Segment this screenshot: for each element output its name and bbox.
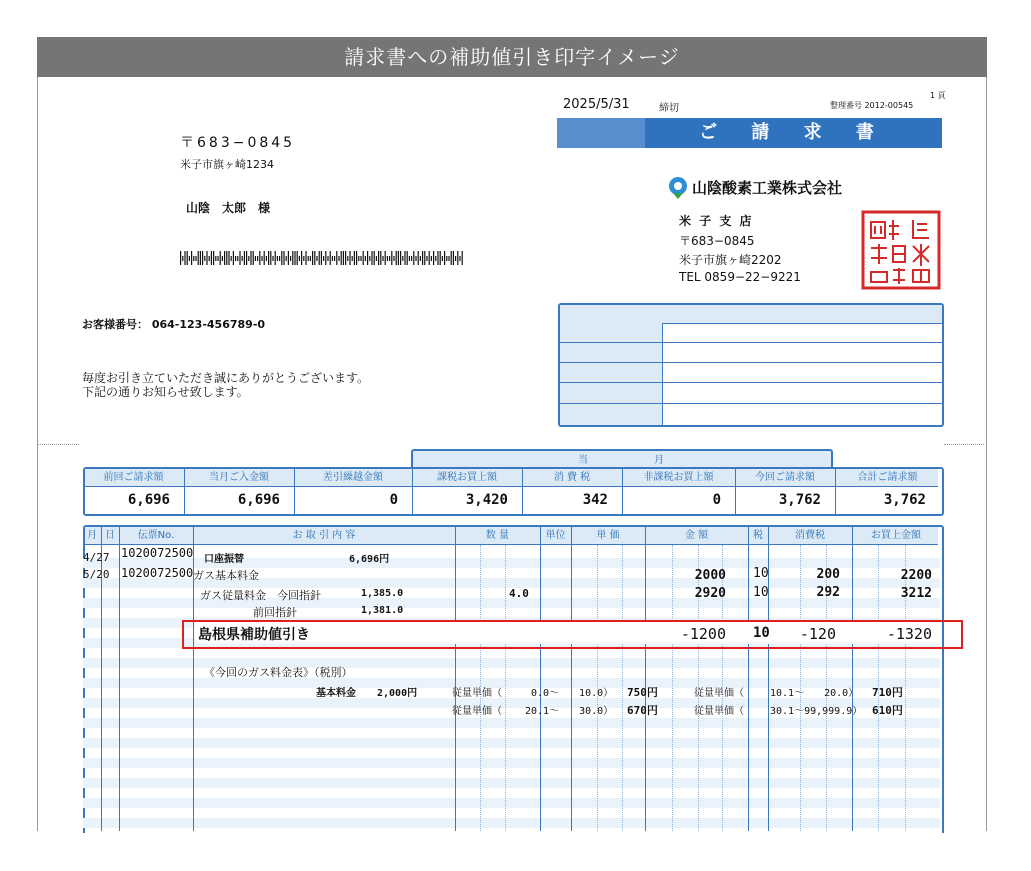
barcode-bar	[193, 256, 194, 261]
summary-value-8: 3,762	[883, 492, 926, 508]
barcode-bar	[275, 251, 276, 265]
barcode-bar	[426, 256, 427, 261]
barcode-bar	[180, 251, 181, 265]
barcode-bar	[182, 256, 183, 261]
barcode-bar	[226, 251, 227, 265]
barcode-bar	[422, 251, 423, 265]
barcode-bar	[310, 256, 311, 261]
info-box	[558, 303, 944, 427]
barcode-bar	[257, 256, 258, 261]
barcode-bar	[283, 251, 284, 265]
detail-header-2: 日	[105, 530, 115, 541]
detail-column-divider	[540, 527, 541, 831]
barcode-bar	[440, 251, 441, 265]
barcode-bar	[389, 256, 390, 261]
row2-consumption-tax: 200	[816, 567, 840, 582]
detail-header-10: 消費税	[795, 530, 825, 541]
barcode-bar	[191, 251, 192, 265]
info-box-line	[560, 362, 942, 363]
rate1-range: 0.0〜 10.0）	[531, 688, 614, 699]
row2-slip: 1020072500	[121, 566, 194, 580]
barcode-bar	[448, 256, 449, 261]
barcode-bar	[413, 251, 414, 265]
barcode-bar	[457, 251, 458, 265]
rate1-price: 750円	[627, 686, 658, 699]
summary-header-7: 今回ご請求額	[755, 472, 815, 483]
summary-value-5: 342	[582, 492, 608, 508]
barcode-bar	[242, 256, 243, 261]
rate4-label: 従量単価（	[694, 706, 744, 717]
drop-logo-icon	[667, 176, 689, 200]
info-box-label-column	[560, 323, 663, 425]
rate2-price: 710円	[872, 686, 903, 699]
ref-number	[830, 100, 913, 111]
summary-group-label-2: 月	[654, 455, 664, 466]
greeting-line-2: 下記の通りお知らせ致します。	[82, 385, 249, 399]
barcode-bar	[415, 256, 416, 261]
barcode-bar	[253, 251, 254, 265]
greeting-line-1: 毎度お引き立ていただき誠にありがとうございます。	[82, 371, 370, 385]
subsidy-label: 島根県補助値引き	[198, 627, 310, 643]
row3-quantity: 4.0	[509, 587, 529, 600]
barcode-bar	[453, 251, 454, 265]
barcode-bar	[255, 256, 256, 261]
barcode-bar	[398, 251, 399, 265]
detail-dotted-guide	[622, 545, 623, 831]
barcode-bar	[215, 256, 216, 261]
summary-value-4: 3,420	[465, 492, 508, 508]
summary-divider	[735, 469, 736, 514]
barcode-bar	[268, 251, 269, 265]
barcode-bar	[270, 251, 271, 265]
barcode-bar	[376, 256, 377, 261]
barcode-bar	[347, 256, 348, 261]
barcode-bar	[420, 256, 421, 261]
ref-no: 2012-00545	[864, 101, 914, 110]
detail-row-stripe	[83, 758, 940, 768]
row1-date: 4/27	[83, 551, 110, 564]
summary-header-6: 非課税お買上額	[643, 472, 714, 483]
barcode-bar	[433, 251, 434, 265]
barcode-bar	[418, 251, 419, 265]
barcode-bar	[217, 256, 218, 261]
summary-divider	[184, 469, 185, 514]
page-unit: 頁	[937, 91, 946, 100]
base-fee-value: 2,000円	[377, 688, 418, 699]
invoice-title: ご 請 求 書	[699, 122, 888, 143]
rate1-label: 従量単価（	[452, 688, 502, 699]
row2-date: 5/20	[83, 568, 110, 581]
summary-header-4: 課税お買上額	[437, 472, 497, 483]
barcode-bar	[250, 251, 251, 265]
page-no: 1	[930, 91, 936, 100]
barcode-bar	[336, 251, 337, 265]
barcode-bar	[327, 256, 328, 261]
barcode-image	[180, 251, 470, 265]
barcode-bar	[393, 256, 394, 261]
barcode-bar	[367, 251, 368, 265]
detail-header-7: 単 価	[596, 530, 620, 541]
barcode-bar	[211, 251, 212, 265]
barcode-bar	[352, 256, 353, 261]
barcode-bar	[451, 251, 452, 265]
barcode-bar	[349, 251, 350, 265]
barcode-bar	[338, 256, 339, 261]
subsidy-total: -1320	[886, 625, 932, 643]
rate4-price: 610円	[872, 704, 903, 717]
barcode-bar	[435, 256, 436, 261]
barcode-bar	[354, 251, 355, 265]
detail-row-stripe	[83, 818, 940, 828]
rate4-range: 30.1〜99,999.9）	[770, 706, 863, 717]
detail-row-stripe	[83, 798, 940, 808]
barcode-bar	[363, 251, 364, 265]
row1-sub-value: 6,696円	[349, 554, 390, 565]
barcode-bar	[224, 251, 225, 265]
row2-content: ガス基本料金	[193, 569, 259, 582]
summary-value-6: 0	[712, 492, 721, 508]
barcode-bar	[323, 256, 324, 261]
barcode-bar	[239, 251, 240, 265]
barcode-bar	[387, 256, 388, 261]
info-box-line	[560, 403, 942, 404]
barcode-bar	[246, 251, 247, 265]
cut-line-left	[37, 444, 79, 445]
row3-tax: 10	[753, 585, 769, 600]
detail-column-divider	[571, 527, 572, 831]
customer-number-label: お客様番号：	[82, 318, 148, 331]
barcode-bar	[292, 251, 293, 265]
barcode-bar	[365, 256, 366, 261]
barcode-bar	[305, 251, 306, 265]
summary-divider	[412, 469, 413, 514]
detail-dotted-guide	[505, 545, 506, 831]
barcode-bar	[402, 256, 403, 261]
barcode-bar	[222, 256, 223, 261]
barcode-bar	[264, 251, 265, 265]
barcode-bar	[446, 256, 447, 261]
company-logo-icon	[667, 176, 689, 204]
detail-header-8: 金 額	[684, 530, 709, 541]
barcode-bar	[228, 251, 229, 265]
rate2-label: 従量単価（	[694, 688, 744, 699]
seal-stamp-icon	[861, 210, 941, 290]
barcode-bar	[455, 256, 456, 261]
barcode-bar	[404, 251, 405, 265]
summary-divider	[622, 469, 623, 514]
barcode-bar	[231, 256, 232, 261]
detail-header-11: お買上金額	[871, 530, 921, 541]
barcode-bar	[184, 251, 185, 265]
barcode-bar	[437, 251, 438, 265]
barcode-bar	[266, 256, 267, 261]
row1-slip: 1020072500	[121, 546, 194, 560]
barcode-bar	[198, 251, 199, 265]
barcode-bar	[248, 256, 249, 261]
barcode-bar	[259, 251, 260, 265]
barcode-bar	[290, 256, 291, 261]
barcode-bar	[277, 256, 278, 261]
row3-amount: 2920	[694, 586, 726, 601]
barcode-bar	[431, 256, 432, 261]
barcode-bar	[297, 251, 298, 265]
barcode-bar	[220, 251, 221, 265]
barcode-bar	[237, 256, 238, 261]
barcode-bar	[360, 256, 361, 261]
row1-content: 口座振替	[204, 554, 244, 565]
rate3-label: 従量単価（	[452, 706, 502, 717]
summary-header-5: 消 費 税	[553, 472, 591, 483]
barcode-bar	[396, 251, 397, 265]
detail-header-6: 単位	[545, 530, 566, 541]
barcode-bar	[288, 251, 289, 265]
barcode-bar	[294, 251, 295, 265]
rate-title: 《今回のガス料金表》（税別）	[204, 666, 353, 679]
barcode-bar	[189, 256, 190, 261]
barcode-bar	[371, 251, 372, 265]
row3-consumption-tax: 292	[816, 585, 840, 600]
customer-address: 米子市旗ヶ崎1234	[180, 158, 274, 171]
summary-divider	[294, 469, 295, 514]
company-tel: TEL 0859−22−9221	[679, 270, 801, 284]
barcode-bar	[235, 256, 236, 261]
summary-header-8: 合計ご請求額	[857, 472, 918, 483]
barcode-bar	[330, 251, 331, 265]
row2-total: 2200	[900, 568, 932, 583]
barcode-bar	[200, 251, 201, 265]
summary-header-2: 当月ご入金額	[209, 472, 269, 483]
customer-name: 山陰 太郎 様	[186, 201, 271, 215]
ref-label: 整理番号	[830, 101, 862, 110]
barcode-bar	[301, 251, 302, 265]
summary-divider	[522, 469, 523, 514]
row3-sub-value: 1,385.0	[361, 588, 404, 599]
closing-label: 締切	[659, 103, 679, 114]
summary-header-1: 前回ご請求額	[103, 472, 164, 483]
barcode-bar	[319, 251, 320, 265]
barcode-bar	[442, 256, 443, 261]
barcode-bar	[279, 256, 280, 261]
postal-barcode	[180, 250, 470, 269]
subsidy-highlight-box	[182, 620, 963, 649]
barcode-bar	[424, 251, 425, 265]
barcode-bar	[312, 251, 313, 265]
summary-group-header	[411, 449, 833, 467]
subsidy-tax: 10	[753, 625, 770, 641]
company-seal	[861, 210, 941, 290]
rate3-price: 670円	[627, 704, 658, 717]
detail-column-divider	[119, 527, 120, 831]
barcode-bar	[244, 251, 245, 265]
barcode-bar	[358, 256, 359, 261]
barcode-bar	[187, 251, 188, 265]
rate3-range: 20.1〜 30.0）	[525, 706, 614, 717]
invoice-date: 2025/5/31	[563, 97, 630, 112]
base-fee-label: 基本料金	[316, 688, 356, 699]
barcode-bar	[308, 256, 309, 261]
barcode-bar	[209, 256, 210, 261]
barcode-bar	[391, 251, 392, 265]
detail-row-stripe	[83, 778, 940, 788]
detail-header-3: 伝票No.	[137, 530, 175, 541]
barcode-bar	[325, 251, 326, 265]
barcode-bar	[213, 251, 214, 265]
barcode-bar	[343, 251, 344, 265]
page-title: 請求書への補助値引き印字イメージ	[37, 37, 987, 77]
summary-value-7: 3,762	[778, 492, 821, 508]
barcode-bar	[314, 251, 315, 265]
barcode-bar	[429, 251, 430, 265]
barcode-bar	[204, 256, 205, 261]
company-address: 米子市旗ヶ崎2202	[679, 253, 782, 267]
info-box-header	[560, 305, 942, 324]
cut-line-right	[944, 444, 984, 445]
company-branch: 米 子 支 店	[679, 214, 754, 228]
barcode-bar	[378, 251, 379, 265]
barcode-bar	[459, 256, 460, 261]
barcode-bar	[345, 251, 346, 265]
barcode-bar	[303, 256, 304, 261]
summary-value-1: 6,696	[127, 492, 170, 508]
company-name: 山陰酸素工業株式会社	[692, 179, 843, 197]
barcode-bar	[286, 256, 287, 261]
row4-content: 前回指針	[253, 606, 297, 619]
customer-number	[82, 316, 265, 332]
subsidy-amount: -1200	[680, 625, 726, 643]
barcode-bar	[356, 251, 357, 265]
detail-row-stripe	[83, 738, 940, 748]
title-banner-left	[557, 118, 645, 148]
page-number	[930, 90, 946, 101]
summary-value-2: 6,696	[237, 492, 280, 508]
row2-tax: 10	[753, 566, 769, 581]
barcode-bar	[369, 256, 370, 261]
detail-header-5: 数 量	[485, 530, 510, 541]
detail-row-stripe	[83, 718, 940, 728]
company-postal: 〒683−0845	[679, 234, 755, 248]
barcode-bar	[261, 256, 262, 261]
customer-postal: 〒683−0845	[180, 135, 296, 151]
detail-column-divider	[455, 527, 456, 831]
barcode-bar	[195, 256, 196, 261]
customer-number-value: 064-123-456789-0	[151, 318, 266, 331]
barcode-bar	[400, 251, 401, 265]
barcode-bar	[444, 251, 445, 265]
barcode-bar	[382, 256, 383, 261]
row3-total: 3212	[900, 586, 932, 601]
row3-content: ガス従量料金 今回指針	[200, 589, 321, 602]
barcode-bar	[374, 251, 375, 265]
barcode-bar	[380, 251, 381, 265]
detail-column-divider	[852, 527, 853, 831]
barcode-bar	[411, 256, 412, 261]
barcode-bar	[462, 251, 463, 265]
detail-header-4: お 取 引 内 容	[292, 530, 356, 541]
barcode-bar	[206, 251, 207, 265]
barcode-bar	[407, 251, 408, 265]
summary-divider	[835, 469, 836, 514]
rate2-range: 10.1〜 20.0）	[770, 688, 859, 699]
barcode-bar	[233, 251, 234, 265]
barcode-bar	[332, 256, 333, 261]
barcode-bar	[385, 251, 386, 265]
detail-column-divider	[748, 527, 749, 831]
barcode-bar	[321, 251, 322, 265]
barcode-bar	[272, 256, 273, 261]
barcode-bar	[409, 256, 410, 261]
detail-column-divider	[645, 527, 646, 831]
detail-header-9: 税	[753, 530, 763, 541]
barcode-bar	[281, 251, 282, 265]
row2-amount: 2000	[694, 568, 726, 583]
barcode-bar	[202, 251, 203, 265]
barcode-bar	[334, 256, 335, 261]
info-box-line	[560, 382, 942, 383]
barcode-bar	[299, 256, 300, 261]
barcode-bar	[316, 256, 317, 261]
row4-sub-value: 1,381.0	[361, 605, 404, 616]
detail-header-1: 月	[87, 530, 97, 541]
summary-group-label-1: 当	[578, 455, 588, 466]
info-box-line	[560, 342, 942, 343]
summary-value-3: 0	[389, 492, 398, 508]
subsidy-consumption-tax: -120	[799, 625, 836, 643]
barcode-bar	[341, 251, 342, 265]
summary-header-3: 差引繰越金額	[323, 472, 383, 483]
